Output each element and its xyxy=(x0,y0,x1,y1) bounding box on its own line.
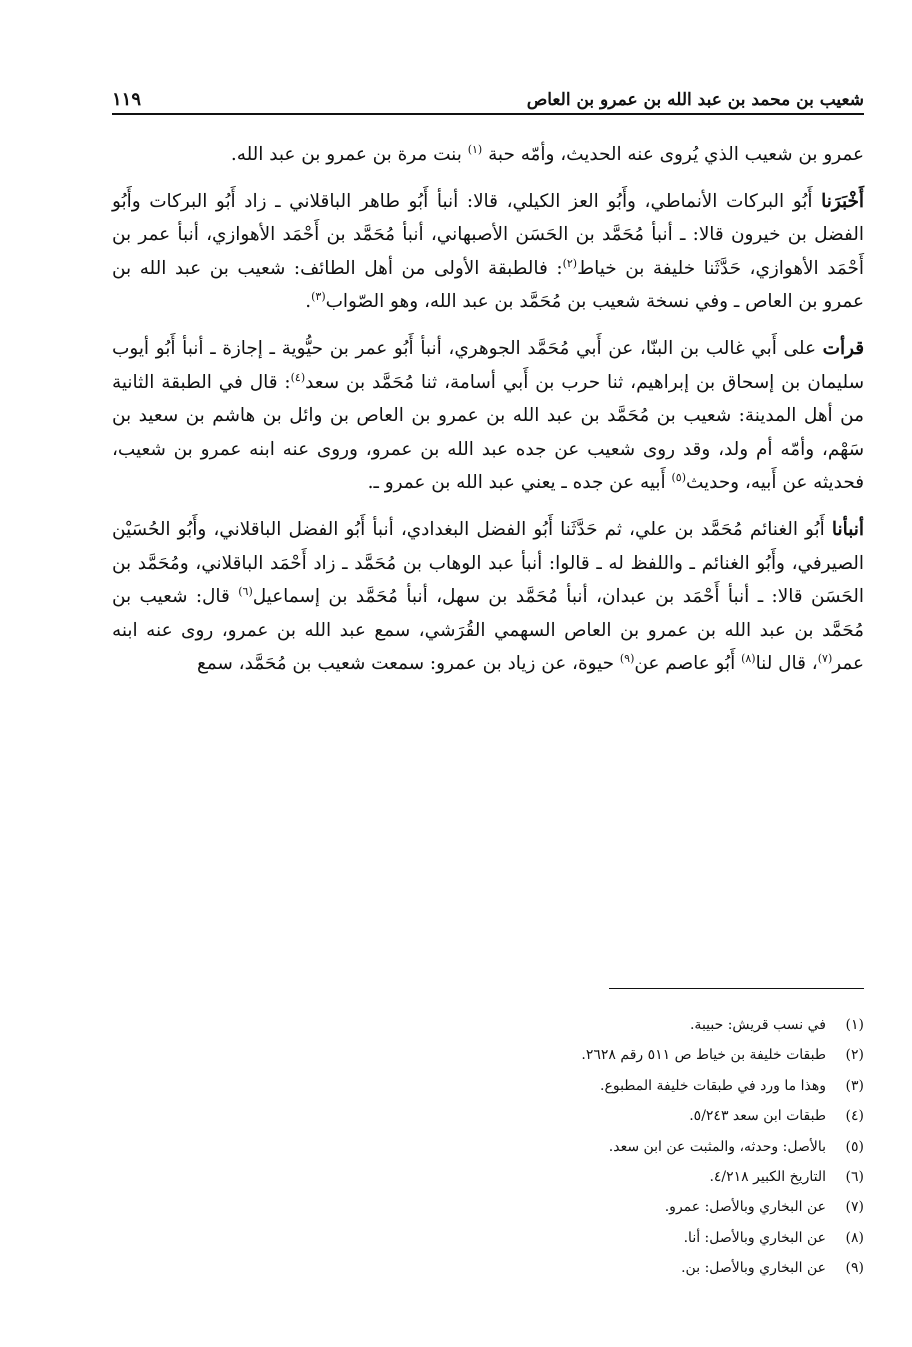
main-text xyxy=(112,138,864,694)
footnote-number: (٢) xyxy=(845,1047,864,1064)
paragraph-lead-word: قرأت xyxy=(822,337,864,359)
footnote-marker: (٥) xyxy=(671,471,686,485)
footnote-number: (٤) xyxy=(845,1108,864,1125)
footnote-marker: (٨) xyxy=(741,652,756,666)
paragraph-text: أَبُو الغنائم مُحَمَّد بن علي، ثم حَدَّثَنا أَبُو الفضل البغدادي، أنبأ أَبُو الفضل الباقلاني، وأَبُو الحُسَيْن الصيرفي، وأَبُو الغنائم ـ واللفظ له ـ قالوا: أنبأ عبد الوهاب بن مُحَمَّد ـ زاد أَحْمَد الباقلاني، ومُحَمَّد بن الحَسَن قالا: ـ أنبأ أَحْمَد بن عبدان، أنبأ مُحَمَّد بن سهل، أنبأ مُحَمَّد بن إسماعيل xyxy=(112,518,864,608)
footnote xyxy=(104,1162,864,1192)
paragraph xyxy=(112,185,864,319)
paragraph-text: أَبُو عاصم عن xyxy=(634,653,742,675)
paragraph-text: أَبيه عن جده ـ يعني عبد الله بن عمرو ـ. xyxy=(367,472,672,494)
paragraph-text: : فالطبقة الأولى من أهل الطائف: شعيب بن عبد الله بن عمرو بن العاص ـ وفي نسخة شعيب بن مُحَمَّد بن عبد الله، وهو الصّواب xyxy=(112,257,864,313)
footnote-text: التاريخ الكبير ٤/٢١٨. xyxy=(709,1169,826,1186)
footnote-text: عن البخاري وبالأصل: بن. xyxy=(681,1260,826,1277)
paragraph-lead-word: أَخْبَرَنا xyxy=(821,190,864,212)
paragraph-text: . xyxy=(305,291,312,313)
footnote-text: عن البخاري وبالأصل: أنا. xyxy=(683,1229,826,1246)
header-rule xyxy=(112,113,864,115)
paragraph-text: عمرو بن شعيب الذي يُروى عنه الحديث، وأمّه حبة xyxy=(482,144,864,165)
paragraph-lead-word: أنبأنا xyxy=(831,518,864,540)
footnote xyxy=(104,1223,864,1253)
footnote-number: (٧) xyxy=(845,1199,864,1216)
footnote-number: (٩) xyxy=(845,1260,864,1277)
paragraph xyxy=(112,332,864,500)
footnote-marker: (١) xyxy=(467,142,483,156)
paragraph-text: على أَبي غالب بن البنّا، عن أَبي مُحَمَّد الجوهري، أنبأ أَبُو عمر بن حيُّوية ـ إجازة ـ أنبأ أَبُو أيوب سليمان بن إسحاق بن إبراهيم، ثنا حرب بن أَبي أسامة، ثنا مُحَمَّد بن سعد xyxy=(112,337,864,393)
paragraph xyxy=(112,513,864,681)
footnote-number: (٦) xyxy=(845,1169,864,1186)
footnote-marker: (٢) xyxy=(562,256,578,270)
footnote-text: بالأصل: وحدثه، والمثبت عن ابن سعد. xyxy=(608,1138,826,1155)
footnote xyxy=(104,1040,864,1070)
footnote-text: في نسب قريش: حبيبة. xyxy=(689,1017,826,1033)
paragraph-text: ، قال لنا xyxy=(755,653,818,675)
footnote xyxy=(104,1253,864,1283)
paragraph-text: حيوة، عن زياد بن عمرو: سمعت شعيب بن مُحَمَّد، سمع xyxy=(196,653,620,675)
paragraph-text: أَبُو البركات الأنماطي، وأَبُو العز الكيلي، قالا: أنبأ أَبُو طاهر الباقلاني ـ زاد أَبُو البركات وأَبُو الفضل بن خيرون قالا: ـ أنبأ مُحَمَّد بن الحَسَن الأصبهاني، أنبأ مُحَمَّد بن أَحْمَد الأهوازي، أنبأ عمر بن أَحْمَد الأهوازي، حَدَّثَنا خليفة بن خياط xyxy=(112,190,864,279)
footnotes xyxy=(104,1010,864,1284)
footnote-text: طبقات خليفة بن خياط ص ٥١١ رقم ٢٦٢٨. xyxy=(581,1047,826,1064)
page-header xyxy=(112,78,864,110)
footnote xyxy=(104,1071,864,1101)
footnote xyxy=(104,1192,864,1222)
footnote xyxy=(104,1101,864,1131)
paragraph xyxy=(112,138,864,172)
running-title: شعيب بن محمد بن عبد الله بن عمرو بن العاص xyxy=(526,90,864,110)
footnote xyxy=(104,1010,864,1040)
paragraph-text: بنت مرة بن عمرو بن عبد الله. xyxy=(230,144,468,165)
footnote-number: (٨) xyxy=(845,1229,864,1246)
footnote-marker: (٦) xyxy=(238,585,253,598)
footnote-marker: (٧) xyxy=(817,652,833,666)
footnote-marker: (٣) xyxy=(311,290,326,304)
footnote-number: (٣) xyxy=(845,1077,864,1094)
footnote-separator xyxy=(609,988,864,989)
footnote-marker: (٤) xyxy=(290,370,306,384)
footnote-text: طبقات ابن سعد ٥/٢٤٣. xyxy=(689,1108,826,1125)
footnote-number: (١) xyxy=(845,1017,864,1033)
footnote-marker: (٩) xyxy=(619,652,635,666)
paragraph-text: قال: شعيب بن مُحَمَّد بن عبد الله بن عمرو بن العاص السهمي القُرَشي، سمع عبد الله بن عمرو، روى عنه ابنه عمر xyxy=(112,586,864,675)
footnote-text: عن البخاري وبالأصل: عمرو. xyxy=(664,1199,826,1216)
footnote-number: (٥) xyxy=(845,1138,864,1155)
paragraph-text: : قال في الطبقة الثانية من أهل المدينة: شعيب بن مُحَمَّد بن عبد الله بن عمرو بن العاص بن وائل بن هاشم بن سعيد بن سَهْم، وأمّه أم ولد، وقد روى شعيب عن جده عبد الله بن عمرو، وروى عنه ابنه عمرو بن شعيب، فحديثه عن أَبيه، وحديث xyxy=(112,371,864,494)
footnote xyxy=(104,1132,864,1162)
page-number: ١١٩ xyxy=(112,89,142,110)
footnote-text: وهذا ما ورد في طبقات خليفة المطبوع. xyxy=(600,1077,826,1094)
